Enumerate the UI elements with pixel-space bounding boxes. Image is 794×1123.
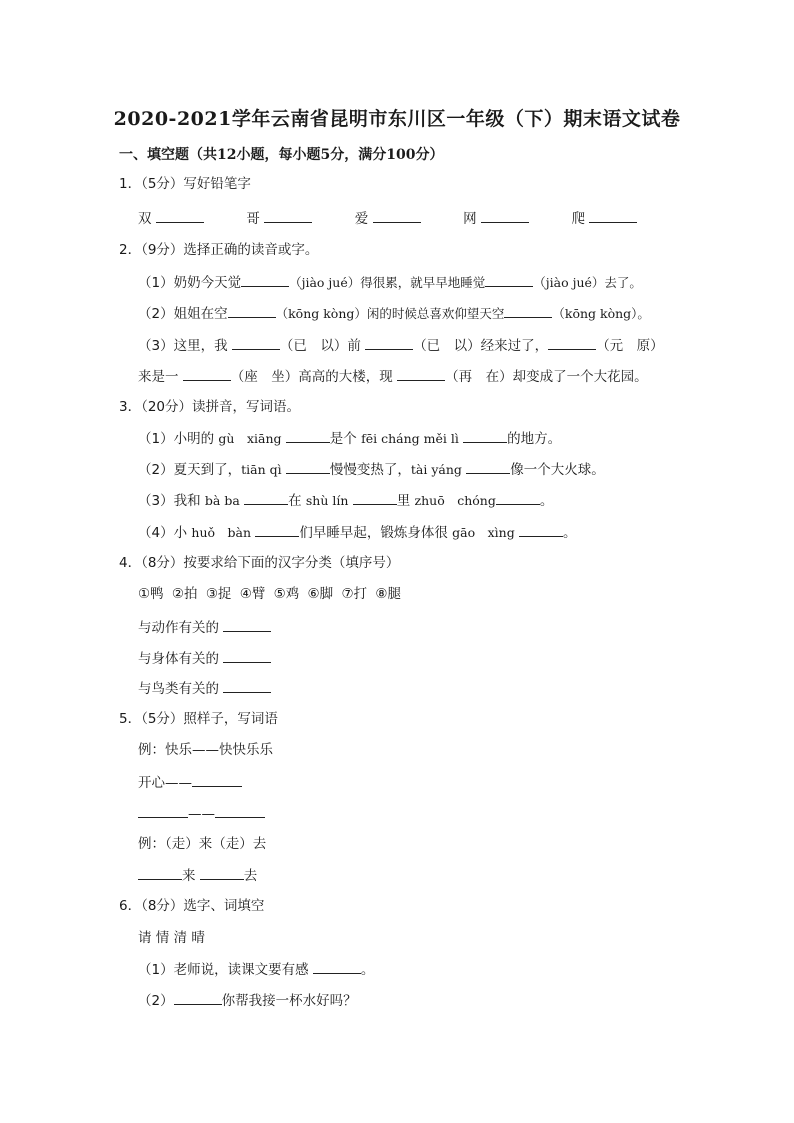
answer-blank[interactable]: [223, 678, 271, 693]
answer-blank[interactable]: [241, 272, 289, 287]
answer-blank[interactable]: [232, 335, 280, 350]
answer-blank[interactable]: [156, 208, 204, 223]
question-3-line-4: （4）小 huǒ bàn 们早睡早起，锻炼身体很 gāo xìng 。: [138, 522, 577, 543]
char-option: ③捉: [205, 586, 232, 602]
answer-blank[interactable]: [373, 208, 421, 223]
answer-blank[interactable]: [138, 865, 182, 880]
answer-blank[interactable]: [244, 490, 288, 505]
answer-blank[interactable]: [223, 648, 271, 663]
category-body: 与身体有关的: [138, 648, 271, 669]
answer-blank[interactable]: [313, 959, 361, 974]
char-option: ⑤鸡: [273, 586, 300, 602]
answer-blank[interactable]: [286, 428, 330, 443]
char-option: ①鸭: [138, 586, 164, 602]
example-1: 例：快乐——快快乐乐: [138, 742, 273, 758]
answer-blank[interactable]: [228, 303, 276, 318]
answer-blank[interactable]: [589, 208, 637, 223]
category-action: 与动作有关的: [138, 617, 271, 638]
answer-blank[interactable]: [519, 522, 563, 537]
question-2-heading: 2．（9分）选择正确的读音或字。: [119, 242, 319, 258]
answer-blank[interactable]: [183, 366, 231, 381]
char-option: ⑧腿: [375, 586, 401, 602]
answer-blank[interactable]: [192, 772, 242, 787]
page-title: 2020-2021学年云南省昆明市东川区一年级（下）期末语文试卷: [113, 108, 681, 130]
question-6-heading: 6．（8分）选字、词填空: [119, 898, 265, 914]
category-bird: 与鸟类有关的: [138, 678, 271, 699]
question-2-line-3: （3）这里，我 （已 以）前 （已 以）经来过了， （元 原）: [138, 335, 664, 356]
answer-blank[interactable]: [138, 803, 188, 818]
question-1-chars: [138, 208, 637, 229]
answer-blank[interactable]: [255, 522, 299, 537]
question-1-heading: 1．（5分）写好铅笔字: [119, 176, 251, 192]
answer-blank[interactable]: [353, 490, 397, 505]
answer-blank[interactable]: [223, 617, 271, 632]
question-3-heading: 3．（20分）读拼音，写词语。: [119, 399, 301, 415]
char-item: 爱: [354, 211, 369, 227]
example-2: 例：（走）来（走）去: [138, 836, 267, 852]
question-5-line-4: 来 去: [138, 865, 257, 886]
char-option: ②拍: [171, 586, 198, 602]
char-option: ⑥脚: [307, 586, 334, 602]
question-2-line-2: （2）姐姐在空 （kōng kòng）闲的时候总喜欢仰望天空 （kōng kòng）。: [138, 303, 650, 324]
question-5-line-2: ——: [138, 803, 265, 824]
answer-blank[interactable]: [463, 428, 507, 443]
char-item: 双: [138, 211, 152, 227]
answer-blank[interactable]: [200, 865, 244, 880]
answer-blank[interactable]: [397, 366, 445, 381]
answer-blank[interactable]: [174, 990, 222, 1005]
question-3-line-2: （2）夏天到了，tiān qì 慢慢变热了，tài yáng 像一个大火球。: [138, 459, 605, 480]
question-5-line-1: 开心——: [138, 772, 242, 793]
answer-blank[interactable]: [481, 208, 529, 223]
section-heading: 一、填空题（共12小题，每小题5分，满分100分）: [119, 147, 444, 163]
answer-blank[interactable]: [485, 272, 533, 287]
question-3-line-3: （3）我和 bà ba 在 shù lín 里 zhuō chóng 。: [138, 490, 553, 511]
answer-blank[interactable]: [504, 303, 552, 318]
char-option: ④臂: [239, 586, 266, 602]
answer-blank[interactable]: [496, 490, 540, 505]
question-2-line-4: 来是一 （座 坐）高高的大楼，现 （再 在）却变成了一个大花园。: [138, 366, 648, 387]
answer-blank[interactable]: [466, 459, 510, 474]
question-6-line-2: （2） 你帮我接一杯水好吗？: [138, 990, 357, 1011]
question-4-heading: 4．（8分）按要求给下面的汉字分类（填序号）: [119, 555, 400, 571]
question-5-heading: 5．（5分）照样子，写词语: [119, 711, 278, 727]
question-2-line-1: （1）奶奶今天觉 （jiào jué）得很累，就早早地睡觉 （jiào jué）去了。: [138, 272, 642, 293]
char-item: 哥: [246, 211, 260, 227]
question-3-line-1: （1）小明的 gù xiāng 是个 fēi cháng měi lì 的地方。: [138, 428, 561, 449]
char-option: ⑦打: [341, 586, 368, 602]
word-options: 请 情 清 晴: [138, 930, 205, 946]
answer-blank[interactable]: [215, 803, 265, 818]
answer-blank[interactable]: [286, 459, 330, 474]
question-4-items: [138, 584, 405, 604]
answer-blank[interactable]: [264, 208, 312, 223]
char-item: 爬: [571, 211, 586, 227]
question-6-line-1: （1）老师说，读课文要有感 。: [138, 959, 374, 980]
answer-blank[interactable]: [365, 335, 413, 350]
answer-blank[interactable]: [548, 335, 596, 350]
char-item: 网: [463, 211, 477, 227]
